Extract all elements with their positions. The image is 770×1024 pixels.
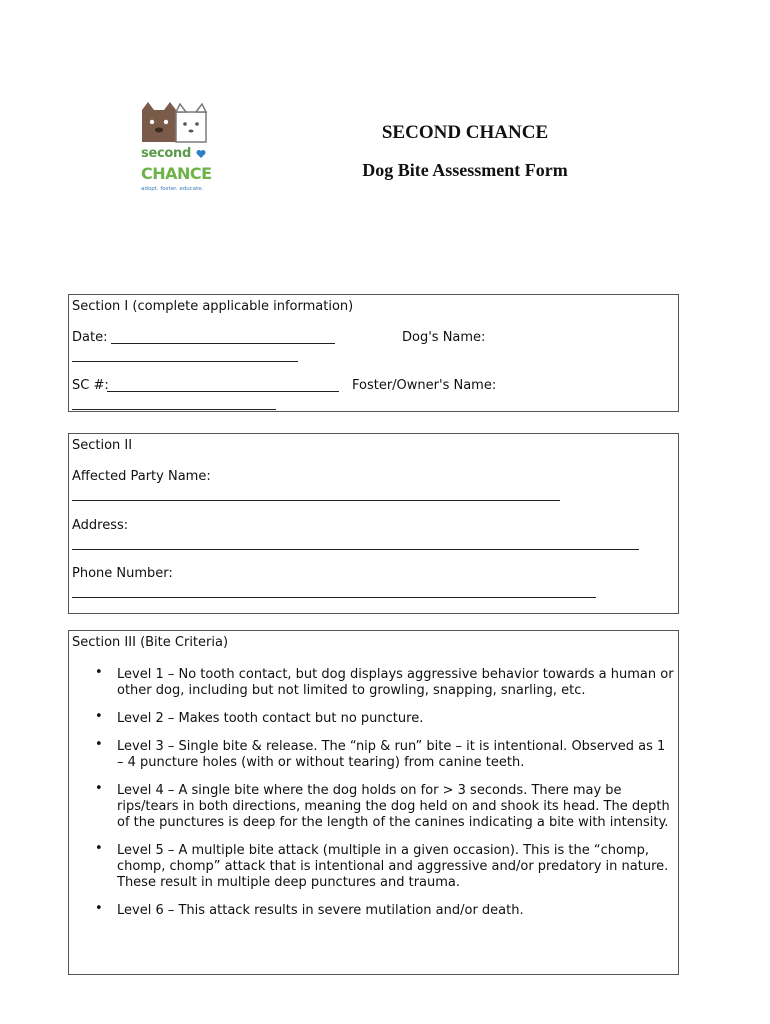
dog-name-field[interactable] — [72, 349, 298, 362]
section-3-heading: Section III (Bite Criteria) — [72, 635, 229, 650]
dog-name-label: Dog's Name: — [402, 330, 486, 345]
bite-level-item — [89, 667, 674, 699]
affected-party-name-field[interactable] — [72, 488, 560, 501]
bite-level-text: Level 4 – A single bite where the dog holds on for > 3 seconds. There may be rips/tears in both directions, meaning the dog held on and shook its head. The depth of the punctures is deep for the length of the canines indicating a bite with intensity. — [117, 783, 670, 830]
bite-level-text: Level 6 – This attack results in severe mutilation and/or death. — [117, 903, 524, 918]
bullet-icon: • — [95, 709, 103, 724]
bullet-icon: • — [95, 781, 103, 796]
bullet-icon: • — [95, 737, 103, 752]
bite-level-item — [89, 783, 674, 831]
bite-level-text: Level 1 – No tooth contact, but dog displays aggressive behavior towards a human or other dog, including but not limited to growling, snapping, snarling, etc. — [117, 667, 674, 698]
bite-level-item — [89, 739, 674, 771]
logo-word-chance: CHANCE — [141, 164, 212, 183]
bite-level-text: Level 2 – Makes tooth contact but no puncture. — [117, 711, 424, 726]
section-1-box — [68, 294, 679, 412]
bullet-icon: • — [95, 841, 103, 856]
bite-criteria-list — [89, 667, 674, 931]
bullet-icon: • — [95, 665, 103, 680]
dog-and-cat-icon — [140, 102, 210, 144]
address-label: Address: — [72, 518, 129, 533]
form-title: Dog Bite Assessment Form — [362, 160, 568, 180]
logo-tagline: adopt. foster. educate. — [141, 186, 204, 192]
sc-number-field[interactable] — [107, 379, 339, 392]
foster-owner-name-label: Foster/Owner's Name: — [352, 378, 497, 393]
heart-icon — [196, 149, 206, 159]
organization-name: SECOND CHANCE — [381, 122, 549, 143]
section-1-heading: Section I (complete applicable information) — [72, 299, 354, 314]
bullet-icon: • — [95, 901, 103, 916]
section-2-box — [68, 433, 679, 614]
sc-number-label: SC #: — [72, 378, 109, 393]
date-field[interactable] — [111, 331, 335, 344]
bite-level-item — [89, 903, 674, 919]
phone-number-field[interactable] — [72, 585, 596, 598]
section-3-box — [68, 630, 679, 975]
bite-level-text: Level 3 – Single bite & release. The “nip & run” bite – it is intentional. Observed as 1 – 4 puncture holes (with or without tearing) from canine teeth. — [117, 739, 666, 770]
foster-owner-name-field[interactable] — [72, 397, 276, 410]
logo-word-second: second — [141, 146, 191, 161]
address-field[interactable] — [72, 537, 639, 550]
bite-level-item — [89, 711, 674, 727]
affected-party-name-label: Affected Party Name: — [72, 469, 211, 484]
bite-level-text: Level 5 – A multiple bite attack (multiple in a given occasion). This is the “chomp, chomp, chomp” attack that is intentional and aggressive and/or predatory in nature. These result in multiple deep punctures and trauma. — [117, 843, 669, 890]
section-2-heading: Section II — [72, 438, 133, 453]
second-chance-logo — [138, 100, 212, 200]
phone-number-label: Phone Number: — [72, 566, 173, 581]
date-label: Date: — [72, 330, 108, 345]
bite-level-item — [89, 843, 674, 891]
